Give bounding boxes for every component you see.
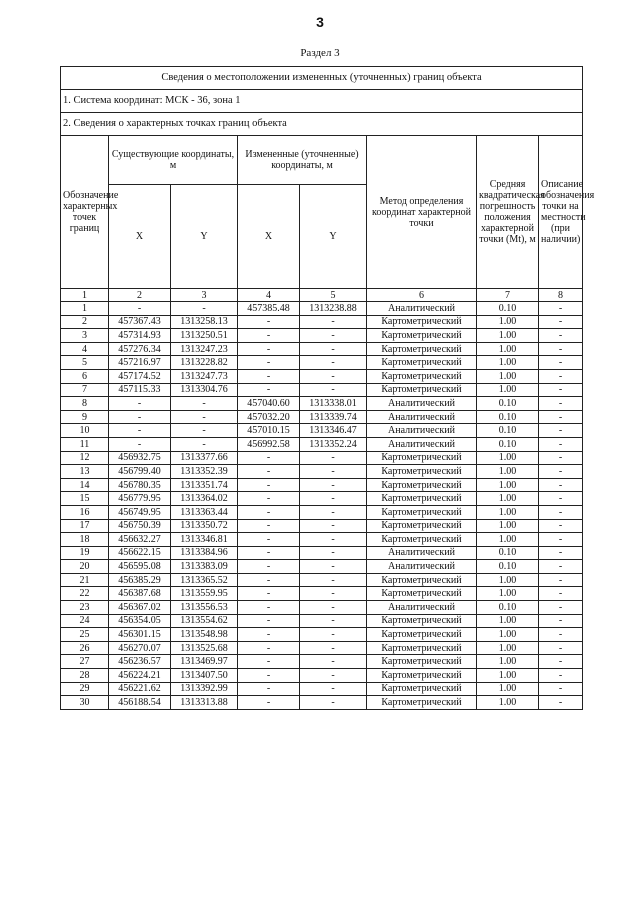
cell-changed-y: 1313339.74	[300, 410, 367, 424]
cell-point-id: 27	[61, 655, 109, 669]
cell-method: Картометрический	[367, 369, 477, 383]
table-row	[61, 655, 583, 669]
table-row	[61, 424, 583, 438]
cell-description: -	[539, 587, 583, 601]
cell-description: -	[539, 669, 583, 683]
cell-existing-x: 456367.02	[109, 601, 171, 615]
cell-method: Аналитический	[367, 546, 477, 560]
cell-changed-y: -	[300, 465, 367, 479]
cell-changed-y: -	[300, 519, 367, 533]
cell-existing-y: -	[171, 410, 238, 424]
cell-description: -	[539, 315, 583, 329]
cell-description: -	[539, 302, 583, 316]
cell-existing-y: 1313392.99	[171, 682, 238, 696]
table-row	[61, 383, 583, 397]
table-row	[61, 329, 583, 343]
table-row	[61, 465, 583, 479]
section-label: Раздел 3	[300, 47, 340, 59]
cell-method: Аналитический	[367, 601, 477, 615]
cell-method: Картометрический	[367, 465, 477, 479]
cell-description: -	[539, 614, 583, 628]
cell-error: 1.00	[477, 478, 539, 492]
table-row	[61, 342, 583, 356]
cell-method: Картометрический	[367, 505, 477, 519]
column-number: 7	[477, 289, 539, 302]
cell-error: 1.00	[477, 573, 539, 587]
table-row	[61, 601, 583, 615]
cell-existing-x: 456932.75	[109, 451, 171, 465]
cell-existing-y: -	[171, 437, 238, 451]
cell-description: -	[539, 682, 583, 696]
cell-existing-x: 456749.95	[109, 505, 171, 519]
cell-existing-x: 456385.29	[109, 573, 171, 587]
cell-existing-y: 1313346.81	[171, 533, 238, 547]
cell-method: Картометрический	[367, 533, 477, 547]
cell-description: -	[539, 383, 583, 397]
cell-changed-x: 457010.15	[238, 424, 300, 438]
cell-description: -	[539, 437, 583, 451]
cell-existing-y: 1313384.96	[171, 546, 238, 560]
cell-existing-x: 456301.15	[109, 628, 171, 642]
cell-changed-x: -	[238, 641, 300, 655]
cell-point-id: 19	[61, 546, 109, 560]
cell-changed-x: -	[238, 342, 300, 356]
cell-error: 0.10	[477, 601, 539, 615]
cell-error: 1.00	[477, 356, 539, 370]
header-changed-x: X	[238, 185, 300, 289]
cell-existing-x: 456387.68	[109, 587, 171, 601]
cell-error: 1.00	[477, 492, 539, 506]
cell-description: -	[539, 410, 583, 424]
cell-method: Картометрический	[367, 669, 477, 683]
cell-method: Картометрический	[367, 573, 477, 587]
cell-error: 1.00	[477, 669, 539, 683]
cell-point-id: 1	[61, 302, 109, 316]
table-row	[61, 356, 583, 370]
cell-changed-y: -	[300, 356, 367, 370]
cell-description: -	[539, 451, 583, 465]
cell-description: -	[539, 641, 583, 655]
cell-error: 0.10	[477, 546, 539, 560]
cell-existing-x: 456632.27	[109, 533, 171, 547]
cell-point-id: 11	[61, 437, 109, 451]
cell-changed-x: 457032.20	[238, 410, 300, 424]
cell-changed-x: -	[238, 573, 300, 587]
table-row	[61, 682, 583, 696]
page-number: 3	[316, 14, 324, 30]
table-row	[61, 641, 583, 655]
cell-existing-x: -	[109, 437, 171, 451]
cell-method: Картометрический	[367, 451, 477, 465]
cell-changed-x: -	[238, 614, 300, 628]
cell-existing-x: 456354.05	[109, 614, 171, 628]
cell-error: 0.10	[477, 397, 539, 411]
cell-existing-x: -	[109, 410, 171, 424]
cell-changed-y: -	[300, 696, 367, 710]
header-changed-coords: Измененные (уточненные) координаты, м	[238, 136, 367, 185]
cell-error: 1.00	[477, 519, 539, 533]
cell-method: Картометрический	[367, 492, 477, 506]
boundary-points-table	[60, 66, 595, 710]
cell-method: Картометрический	[367, 682, 477, 696]
cell-changed-y: -	[300, 505, 367, 519]
header-error: Средняя квадратическая погрешность положения характерной точки (Mt), м	[477, 136, 539, 289]
cell-existing-x: 457276.34	[109, 342, 171, 356]
cell-error: 1.00	[477, 505, 539, 519]
cell-existing-y: 1313548.98	[171, 628, 238, 642]
cell-existing-y: 1313352.39	[171, 465, 238, 479]
table-row	[61, 505, 583, 519]
header-description: Описание обозначения точки на местности (при наличии)	[539, 136, 583, 289]
cell-description: -	[539, 329, 583, 343]
cell-description: -	[539, 397, 583, 411]
cell-existing-x: 457314.93	[109, 329, 171, 343]
cell-changed-x: -	[238, 329, 300, 343]
cell-point-id: 16	[61, 505, 109, 519]
cell-point-id: 8	[61, 397, 109, 411]
cell-point-id: 14	[61, 478, 109, 492]
cell-point-id: 25	[61, 628, 109, 642]
cell-point-id: 17	[61, 519, 109, 533]
cell-existing-y: 1313363.44	[171, 505, 238, 519]
cell-error: 1.00	[477, 329, 539, 343]
cell-existing-y: -	[171, 302, 238, 316]
cell-changed-y: 1313346.47	[300, 424, 367, 438]
cell-description: -	[539, 560, 583, 574]
cell-description: -	[539, 546, 583, 560]
cell-method: Картометрический	[367, 519, 477, 533]
cell-point-id: 13	[61, 465, 109, 479]
table-row	[61, 560, 583, 574]
cell-changed-x: -	[238, 560, 300, 574]
cell-error: 1.00	[477, 383, 539, 397]
table-row	[61, 478, 583, 492]
cell-existing-x: 456779.95	[109, 492, 171, 506]
cell-point-id: 10	[61, 424, 109, 438]
table-row	[61, 451, 583, 465]
cell-existing-x: 456595.08	[109, 560, 171, 574]
cell-existing-x: 456224.21	[109, 669, 171, 683]
table-row	[61, 546, 583, 560]
cell-description: -	[539, 628, 583, 642]
cell-point-id: 2	[61, 315, 109, 329]
cell-method: Картометрический	[367, 655, 477, 669]
column-number: 6	[367, 289, 477, 302]
column-number: 3	[171, 289, 238, 302]
cell-method: Аналитический	[367, 410, 477, 424]
cell-existing-y: 1313365.52	[171, 573, 238, 587]
cell-existing-y: 1313228.82	[171, 356, 238, 370]
cell-changed-y: 1313352.24	[300, 437, 367, 451]
cell-method: Картометрический	[367, 315, 477, 329]
cell-description: -	[539, 601, 583, 615]
cell-changed-x: -	[238, 369, 300, 383]
column-number: 1	[61, 289, 109, 302]
cell-existing-y: -	[171, 424, 238, 438]
cell-changed-x: -	[238, 682, 300, 696]
cell-description: -	[539, 478, 583, 492]
cell-method: Картометрический	[367, 696, 477, 710]
cell-existing-y: 1313383.09	[171, 560, 238, 574]
cell-existing-x: 456622.15	[109, 546, 171, 560]
cell-description: -	[539, 696, 583, 710]
cell-existing-y: 1313313.88	[171, 696, 238, 710]
cell-method: Картометрический	[367, 356, 477, 370]
cell-changed-y: -	[300, 369, 367, 383]
cell-error: 1.00	[477, 369, 539, 383]
cell-error: 0.10	[477, 424, 539, 438]
cell-existing-y: -	[171, 397, 238, 411]
cell-error: 0.10	[477, 410, 539, 424]
cell-changed-y: -	[300, 342, 367, 356]
cell-description: -	[539, 655, 583, 669]
cell-changed-x: -	[238, 669, 300, 683]
cell-point-id: 4	[61, 342, 109, 356]
cell-existing-y: 1313377.66	[171, 451, 238, 465]
cell-changed-y: -	[300, 451, 367, 465]
cell-changed-y: -	[300, 628, 367, 642]
cell-existing-x: -	[109, 424, 171, 438]
table-row	[61, 397, 583, 411]
table-row	[61, 315, 583, 329]
table-row	[61, 492, 583, 506]
cell-error: 1.00	[477, 655, 539, 669]
cell-point-id: 23	[61, 601, 109, 615]
cell-changed-y: -	[300, 601, 367, 615]
cell-changed-x: -	[238, 505, 300, 519]
cell-changed-y: 1313238.88	[300, 302, 367, 316]
cell-changed-x: -	[238, 587, 300, 601]
cell-point-id: 18	[61, 533, 109, 547]
cell-description: -	[539, 342, 583, 356]
cell-existing-x: 457174.52	[109, 369, 171, 383]
cell-method: Картометрический	[367, 342, 477, 356]
cell-method: Картометрический	[367, 587, 477, 601]
cell-error: 1.00	[477, 451, 539, 465]
cell-point-id: 24	[61, 614, 109, 628]
table-row	[61, 587, 583, 601]
cell-existing-y: 1313559.95	[171, 587, 238, 601]
cell-method: Картометрический	[367, 641, 477, 655]
cell-changed-y: -	[300, 641, 367, 655]
coord-system-row: 1. Система координат: МСК - 36, зона 1	[61, 90, 583, 113]
header-designation: Обозначение характерных точек границ	[61, 136, 109, 289]
cell-existing-y: 1313469.97	[171, 655, 238, 669]
cell-method: Картометрический	[367, 478, 477, 492]
table-row	[61, 302, 583, 316]
table-row	[61, 614, 583, 628]
table-row	[61, 669, 583, 683]
cell-changed-x: -	[238, 628, 300, 642]
header-existing-x: X	[109, 185, 171, 289]
cell-changed-x: -	[238, 533, 300, 547]
cell-method: Аналитический	[367, 302, 477, 316]
cell-error: 1.00	[477, 587, 539, 601]
cell-changed-y: -	[300, 669, 367, 683]
cell-point-id: 15	[61, 492, 109, 506]
cell-method: Картометрический	[367, 329, 477, 343]
cell-changed-y: -	[300, 655, 367, 669]
cell-description: -	[539, 519, 583, 533]
column-numbers-row	[61, 289, 583, 302]
cell-point-id: 28	[61, 669, 109, 683]
cell-changed-y: -	[300, 682, 367, 696]
cell-point-id: 22	[61, 587, 109, 601]
cell-description: -	[539, 424, 583, 438]
cell-existing-y: 1313304.76	[171, 383, 238, 397]
cell-description: -	[539, 533, 583, 547]
table-row	[61, 519, 583, 533]
cell-method: Аналитический	[367, 424, 477, 438]
cell-error: 1.00	[477, 342, 539, 356]
cell-existing-x: 456270.07	[109, 641, 171, 655]
cell-point-id: 26	[61, 641, 109, 655]
cell-method: Аналитический	[367, 437, 477, 451]
points-heading-row: 2. Сведения о характерных точках границ объекта	[61, 113, 583, 136]
table-row	[61, 573, 583, 587]
cell-changed-x: -	[238, 696, 300, 710]
cell-changed-y: -	[300, 315, 367, 329]
cell-description: -	[539, 492, 583, 506]
cell-existing-x: 457367.43	[109, 315, 171, 329]
cell-changed-x: -	[238, 519, 300, 533]
table-row	[61, 369, 583, 383]
cell-point-id: 3	[61, 329, 109, 343]
cell-changed-x: -	[238, 356, 300, 370]
cell-point-id: 21	[61, 573, 109, 587]
cell-existing-y: 1313554.62	[171, 614, 238, 628]
cell-error: 1.00	[477, 614, 539, 628]
table-row	[61, 437, 583, 451]
cell-existing-y: 1313350.72	[171, 519, 238, 533]
cell-point-id: 29	[61, 682, 109, 696]
cell-changed-y: -	[300, 546, 367, 560]
cell-description: -	[539, 369, 583, 383]
cell-error: 1.00	[477, 696, 539, 710]
table-row	[61, 628, 583, 642]
cell-point-id: 30	[61, 696, 109, 710]
cell-existing-y: 1313525.68	[171, 641, 238, 655]
cell-existing-x: 456188.54	[109, 696, 171, 710]
cell-changed-x: -	[238, 315, 300, 329]
cell-method: Аналитический	[367, 397, 477, 411]
cell-changed-x: -	[238, 451, 300, 465]
cell-point-id: 9	[61, 410, 109, 424]
cell-changed-y: -	[300, 329, 367, 343]
column-number: 8	[539, 289, 583, 302]
header-changed-y: Y	[300, 185, 367, 289]
cell-error: 1.00	[477, 682, 539, 696]
cell-point-id: 6	[61, 369, 109, 383]
cell-existing-x: -	[109, 397, 171, 411]
cell-changed-x: -	[238, 655, 300, 669]
cell-changed-y: -	[300, 383, 367, 397]
cell-existing-y: 1313247.23	[171, 342, 238, 356]
cell-existing-y: 1313364.02	[171, 492, 238, 506]
cell-existing-x: -	[109, 302, 171, 316]
column-number: 4	[238, 289, 300, 302]
cell-point-id: 7	[61, 383, 109, 397]
cell-error: 1.00	[477, 628, 539, 642]
cell-changed-y: -	[300, 492, 367, 506]
cell-existing-x: 456780.35	[109, 478, 171, 492]
cell-existing-x: 456221.62	[109, 682, 171, 696]
cell-method: Картометрический	[367, 614, 477, 628]
cell-changed-x: -	[238, 383, 300, 397]
cell-existing-y: 1313250.51	[171, 329, 238, 343]
cell-changed-x: -	[238, 492, 300, 506]
cell-changed-x: -	[238, 478, 300, 492]
table-row	[61, 533, 583, 547]
table-title: Сведения о местоположении измененных (уточненных) границ объекта	[61, 67, 583, 90]
header-existing-coords: Существующие координаты, м	[109, 136, 238, 185]
cell-description: -	[539, 356, 583, 370]
cell-changed-x: 457040.60	[238, 397, 300, 411]
cell-existing-y: 1313407.50	[171, 669, 238, 683]
cell-changed-y: -	[300, 560, 367, 574]
cell-error: 0.10	[477, 437, 539, 451]
cell-error: 1.00	[477, 465, 539, 479]
cell-existing-x: 456236.57	[109, 655, 171, 669]
cell-description: -	[539, 573, 583, 587]
column-number: 2	[109, 289, 171, 302]
cell-changed-y: 1313338.01	[300, 397, 367, 411]
cell-changed-x: -	[238, 546, 300, 560]
header-existing-y: Y	[171, 185, 238, 289]
cell-existing-x: 456750.39	[109, 519, 171, 533]
cell-error: 0.10	[477, 302, 539, 316]
cell-existing-y: 1313247.73	[171, 369, 238, 383]
cell-error: 0.10	[477, 560, 539, 574]
cell-changed-y: -	[300, 614, 367, 628]
cell-changed-x: -	[238, 465, 300, 479]
cell-point-id: 5	[61, 356, 109, 370]
cell-existing-y: 1313351.74	[171, 478, 238, 492]
cell-changed-y: -	[300, 478, 367, 492]
cell-description: -	[539, 465, 583, 479]
cell-existing-y: 1313556.53	[171, 601, 238, 615]
cell-changed-y: -	[300, 587, 367, 601]
cell-changed-x: -	[238, 601, 300, 615]
cell-description: -	[539, 505, 583, 519]
column-number: 5	[300, 289, 367, 302]
cell-method: Картометрический	[367, 383, 477, 397]
cell-changed-x: 456992.58	[238, 437, 300, 451]
cell-changed-y: -	[300, 573, 367, 587]
cell-method: Картометрический	[367, 628, 477, 642]
table-row	[61, 696, 583, 710]
cell-error: 1.00	[477, 533, 539, 547]
cell-changed-x: 457385.48	[238, 302, 300, 316]
header-method: Метод определения координат характерной точки	[367, 136, 477, 289]
cell-error: 1.00	[477, 641, 539, 655]
cell-method: Аналитический	[367, 560, 477, 574]
cell-existing-x: 457216.97	[109, 356, 171, 370]
cell-existing-y: 1313258.13	[171, 315, 238, 329]
cell-point-id: 20	[61, 560, 109, 574]
cell-existing-x: 457115.33	[109, 383, 171, 397]
cell-changed-y: -	[300, 533, 367, 547]
cell-existing-x: 456799.40	[109, 465, 171, 479]
cell-point-id: 12	[61, 451, 109, 465]
cell-error: 1.00	[477, 315, 539, 329]
table-row	[61, 410, 583, 424]
